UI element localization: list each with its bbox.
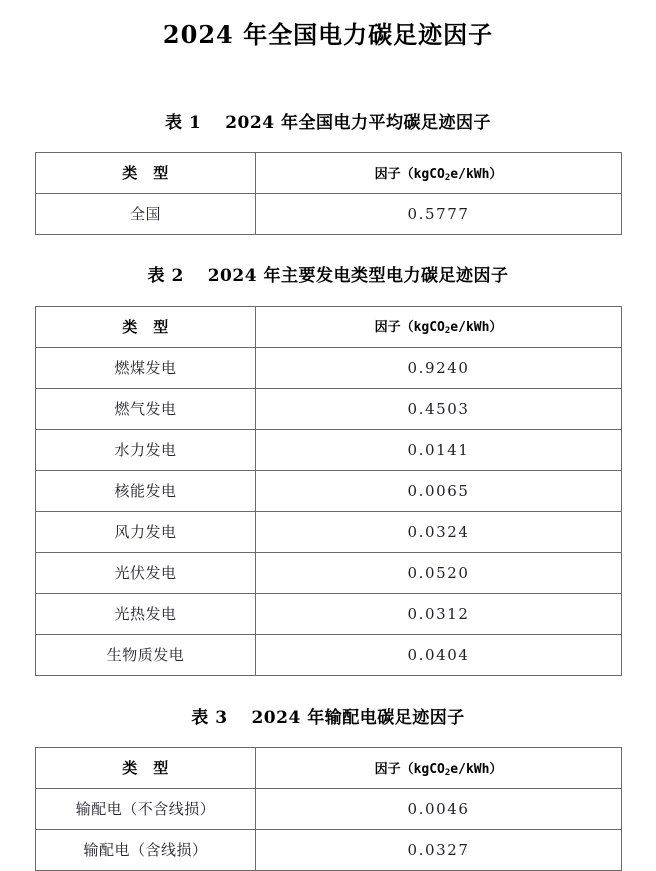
cell-factor-value: 0.0324	[256, 511, 622, 552]
table-3-wrapper	[35, 747, 621, 871]
table-row	[36, 552, 622, 593]
table-row	[36, 511, 622, 552]
factor-unit-suffix: e/kWh）	[450, 761, 503, 777]
table-1-head	[36, 153, 622, 194]
factor-unit-subscript: 2	[444, 172, 451, 183]
cell-type: 风力发电	[36, 511, 256, 552]
factor-unit-prefix: 因子（kgCO	[374, 761, 445, 777]
table-2-generation-type-factor	[35, 306, 622, 676]
cell-factor-value: 0.0404	[256, 634, 622, 675]
column-header-type: 类 型	[36, 306, 256, 347]
column-header-factor	[256, 153, 622, 194]
table-2-caption: 表 2 2024 年主要发电类型电力碳足迹因子	[147, 266, 509, 287]
cell-factor-value: 0.5777	[256, 194, 622, 235]
table-row	[36, 347, 622, 388]
cell-factor-value: 0.9240	[256, 347, 622, 388]
column-header-factor	[256, 306, 622, 347]
cell-type: 生物质发电	[36, 634, 256, 675]
cell-type: 输配电（含线损）	[36, 830, 256, 871]
table-3-caption: 表 3 2024 年输配电碳足迹因子	[191, 707, 465, 728]
table-row	[36, 194, 622, 235]
table-row	[36, 470, 622, 511]
cell-factor-value: 0.0520	[256, 552, 622, 593]
cell-factor-value: 0.4503	[256, 388, 622, 429]
table-3-transmission-factor	[35, 747, 622, 871]
table-row	[36, 634, 622, 675]
table-header-row	[36, 153, 622, 194]
table-1-body	[36, 194, 622, 235]
table-row	[36, 429, 622, 470]
factor-unit-label	[375, 762, 503, 777]
factor-unit-label	[375, 167, 503, 182]
table-1-wrapper	[35, 152, 621, 235]
column-header-factor	[256, 748, 622, 789]
cell-factor-value: 0.0046	[256, 789, 622, 830]
cell-type: 核能发电	[36, 470, 256, 511]
factor-unit-suffix: e/kWh）	[450, 166, 503, 182]
table-header-row	[36, 306, 622, 347]
cell-type: 水力发电	[36, 429, 256, 470]
cell-type: 光伏发电	[36, 552, 256, 593]
table-header-row	[36, 748, 622, 789]
table-row	[36, 789, 622, 830]
table-2-wrapper	[35, 306, 621, 676]
table-2-body	[36, 347, 622, 675]
factor-unit-label	[375, 320, 503, 335]
column-header-type: 类 型	[36, 153, 256, 194]
factor-unit-prefix: 因子（kgCO	[374, 320, 445, 336]
cell-type: 燃气发电	[36, 388, 256, 429]
page-title: 2024 年全国电力碳足迹因子	[162, 20, 494, 49]
table-row	[36, 830, 622, 871]
table-1-caption: 表 1 2024 年全国电力平均碳足迹因子	[165, 113, 491, 133]
table-3-head	[36, 748, 622, 789]
table-3-body	[36, 789, 622, 871]
cell-type: 全国	[36, 194, 256, 235]
cell-factor-value: 0.0141	[256, 429, 622, 470]
cell-type: 输配电（不含线损）	[36, 789, 256, 830]
table-row	[36, 388, 622, 429]
cell-factor-value: 0.0065	[256, 470, 622, 511]
factor-unit-suffix: e/kWh）	[450, 320, 503, 336]
column-header-type: 类 型	[36, 748, 256, 789]
factor-unit-prefix: 因子（kgCO	[374, 166, 445, 182]
table-2-head	[36, 306, 622, 347]
cell-type: 燃煤发电	[36, 347, 256, 388]
table-row	[36, 593, 622, 634]
cell-factor-value: 0.0312	[256, 593, 622, 634]
factor-unit-subscript: 2	[444, 767, 451, 778]
cell-factor-value: 0.0327	[256, 830, 622, 871]
table-1-average-factor	[35, 152, 622, 235]
cell-type: 光热发电	[36, 593, 256, 634]
factor-unit-subscript: 2	[444, 326, 451, 337]
